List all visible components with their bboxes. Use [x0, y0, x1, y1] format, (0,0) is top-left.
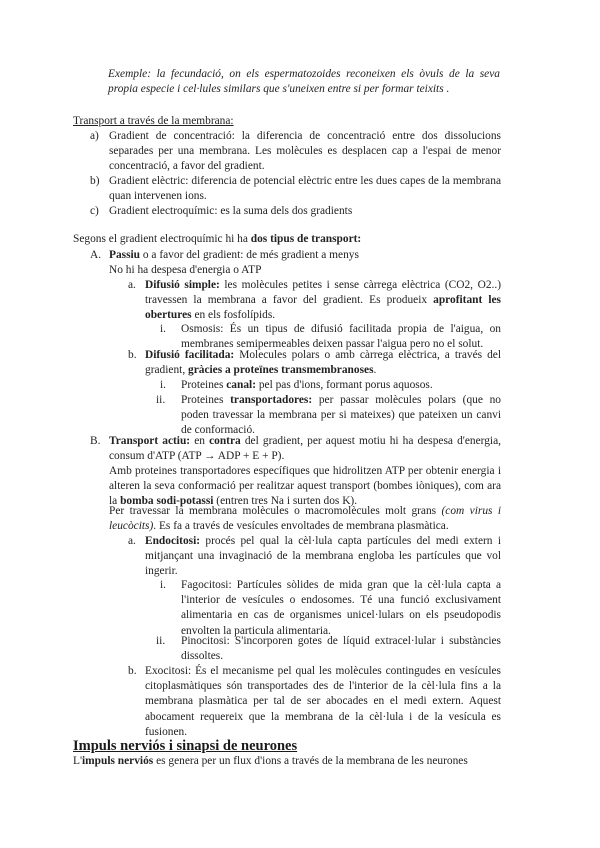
vesicle-transport-paragraph: Per travessar la membrana molècules o macromolècules molt grans (com virus i leucòcits). Es fa a través de vesícules envoltades de membrana plasmàtica.	[109, 505, 502, 533]
list-marker: B.	[90, 435, 101, 447]
nerve-impulse-heading: Impuls nerviós i sinapsi de neurones	[73, 738, 298, 754]
list-marker: A.	[90, 249, 102, 261]
active-transport-heading: Transport actiu: en contra del gradient, per aquest motiu hi ha despesa d'energia, consum d'ATP (ATP → ADP + E + P).	[109, 435, 501, 463]
list-marker: b.	[128, 665, 137, 677]
list-marker: a.	[128, 279, 136, 291]
list-marker: i.	[160, 379, 167, 391]
phagocytosis-item: Fagocitosi: Partícules sòlides de mida gran que la cèl·lula capta a l'interior de vesícules o endosomes. Té una funció exclusivament alimentaria en cas de organismes unicel·lulars on els pseudopodis envolten la particula alimentaria.	[181, 579, 501, 637]
pinocytosis-item: Pinocitosi: S'incorporen gotes de líquid extracel·lular i substàncies dissoltes.	[181, 635, 501, 663]
active-transport-pumps-paragraph: Amb proteines transportadores específiques que hidrolitzen ATP per obtenir energia i alteren la seva conformació per realitzar aquest transport (bombes iòniques), com ara la bomba sodi-potassi (entren tres Na i surten dos K).	[109, 465, 501, 508]
channel-proteins-item: Proteines canal: pel pas d'ions, formant porus aquosos.	[181, 379, 433, 391]
list-marker: ii.	[156, 635, 166, 647]
osmosis-item: Osmosis: És un tipus de difusió facilitada propia de l'aigua, on membranes semipermeables deixen passar l'aigua pero no el solut.	[181, 323, 501, 351]
example-paragraph: Exemple: la fecundació, on els espermatozoides reconeixen els òvuls de la seva propia especie i cel·lules similars que s'uneixen entre si per formar teixits .	[108, 68, 500, 96]
transport-title: Transport a través de la membrana:	[73, 115, 234, 127]
list-marker: b.	[128, 349, 137, 361]
electrochemical-gradient-item: Gradient electroquímic: es la suma dels dos gradients	[109, 205, 353, 217]
list-marker: a.	[128, 535, 136, 547]
passive-transport-heading: Passiu o a favor del gradient: de més gradient a menys	[109, 249, 359, 261]
list-marker: a)	[90, 130, 99, 142]
simple-diffusion-item: Difusió simple: les molècules petites i sense càrrega elèctrica (CO2, O2..) travessen la membrana a favor del gradient. Es produeix aprofitant les obertures en els fosfolípids.	[145, 279, 501, 322]
list-marker: b)	[90, 175, 100, 187]
passive-no-atp-line: No hi ha despesa d'energia o ATP	[109, 264, 262, 276]
electric-gradient-item: Gradient elèctric: diferencia de potencial elèctric entre les dues capes de la membrana quan intervenen ions.	[109, 175, 501, 203]
concentration-gradient-item: Gradient de concentració: la diferencia de concentració entre dos dissolucions separades per una membrana. Les molècules es desplacen cap a l'espai de menor concentració, a favor del gradient.	[109, 130, 501, 173]
exocytosis-item: Exocitosi: És el mecanisme pel qual les molècules contingudes en vesícules citoplasmàtiques són transportades des de l'interior de la cèl·lula fins a la membrana plasmàtica per tal de ser abocades en el medi extern. Aquest abocament requereix que la membrana de la cèl·lula i de la vesícula es fusionen.	[145, 665, 501, 738]
transport-types-intro: Segons el gradient electroquímic hi ha dos tipus de transport:	[73, 233, 362, 245]
facilitated-diffusion-item: Difusió facilitada: Molecules polars o amb càrrega elèctrica, a través del gradient, gràcies a proteïnes transmembranoses.	[145, 349, 501, 377]
list-marker: i.	[160, 323, 167, 335]
list-marker: i.	[160, 579, 167, 591]
endocytosis-item: Endocitosi: procés pel qual la cèl·lula capta partícules del medi extern i mitjançant una invaginació de la membrana engloba les partícules que vol ingerir.	[145, 535, 501, 578]
carrier-proteins-item: Proteines transportadores: per passar molècules polars (que no poden travessar la membrana per si mateixes) que pateixen un canvi de conformació.	[181, 394, 501, 437]
list-marker: c)	[90, 205, 99, 217]
nerve-impulse-paragraph: L'impuls nerviós es genera per un flux d'ions a través de la membrana de les neurones	[73, 755, 468, 767]
list-marker: ii.	[156, 394, 166, 406]
